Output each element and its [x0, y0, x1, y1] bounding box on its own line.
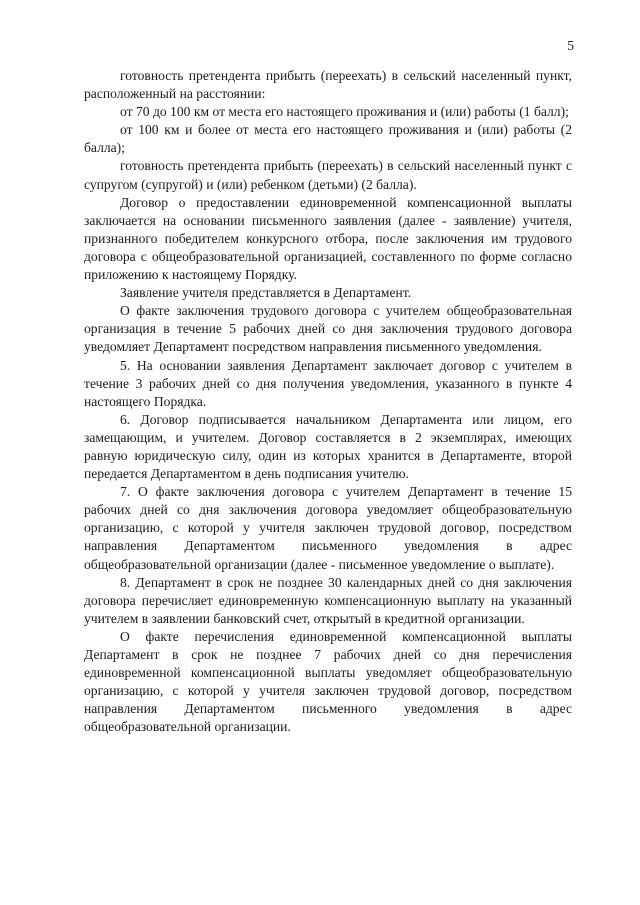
page-number: 5	[567, 38, 574, 53]
paragraph-employment-notice: О факте заключения трудового договора с учителем общеобразовательная организация в течение 5 рабочих дней со дня заключения трудового договора уведомляет Департамент посредством направления письменного уведомления.	[84, 303, 572, 355]
paragraph-item-5: 5. На основании заявления Департамент заключает договор с учителем в течение 3 рабочих дней со дня получения уведомления, указанного в пункте 4 настоящего Порядка.	[84, 357, 572, 409]
paragraph-readiness-family: готовность претендента прибыть (переехать) в сельский населенный пункт с супругом (супругой) и (или) ребенком (детьми) (2 балла).	[84, 158, 572, 192]
paragraph-application-submission: Заявление учителя представляется в Департамент.	[120, 285, 412, 301]
paragraph-distance-100-plus: от 100 км и более от места его настоящего проживания и (или) работы (2 балла);	[84, 122, 572, 156]
paragraph-item-7: 7. О факте заключения договора с учителем Департамент в течение 15 рабочих дней со дня заключения договора уведомляет общеобразовательную организацию, с которой у учителя заключен трудовой договор, посредством направления Департаментом письменного уведомления в адрес общеобразовательной организации (далее - письменное уведомление о выплате).	[84, 484, 572, 572]
document-body	[84, 67, 572, 736]
paragraph-payment-notice: О факте перечисления единовременной компенсационной выплаты Департамент в срок не позднее 7 рабочих дней со дня перечисления единовременной компенсационной выплаты уведомляет общеобразовательную организацию, с которой у учителя заключен трудовой договор, посредством направления Департаментом письменного уведомления в адрес общеобразовательной организации.	[84, 628, 572, 735]
paragraph-distance-70-100: от 70 до 100 км от места его настоящего проживания и (или) работы (1 балл);	[120, 104, 569, 120]
paragraph-item-8: 8. Департамент в срок не позднее 30 календарных дней со дня заключения договора перечисляет единовременную компенсационную выплату на указанный учителем в заявлении банковский счет, открытый в кредитной организации.	[84, 574, 572, 626]
paragraph-contract-basis: Договор о предоставлении единовременной компенсационной выплаты заключается на основании письменного заявления (далее - заявление) учителя, признанного победителем конкурсного отбора, после заключения им трудового договора с общеобразовательной организацией, составленного по форме согласно приложению к настоящему Порядку.	[84, 194, 572, 283]
paragraph-readiness-distance: готовность претендента прибыть (переехать) в сельский населенный пункт, расположенный на расстоянии:	[84, 68, 572, 102]
paragraph-item-6: 6. Договор подписывается начальником Департамента или лицом, его замещающим, и учителем. Договор составляется в 2 экземплярах, имеющих равную юридическую силу, один из которых хранится в Департаменте, второй передается Департаментом в день подписания учителю.	[84, 411, 572, 482]
